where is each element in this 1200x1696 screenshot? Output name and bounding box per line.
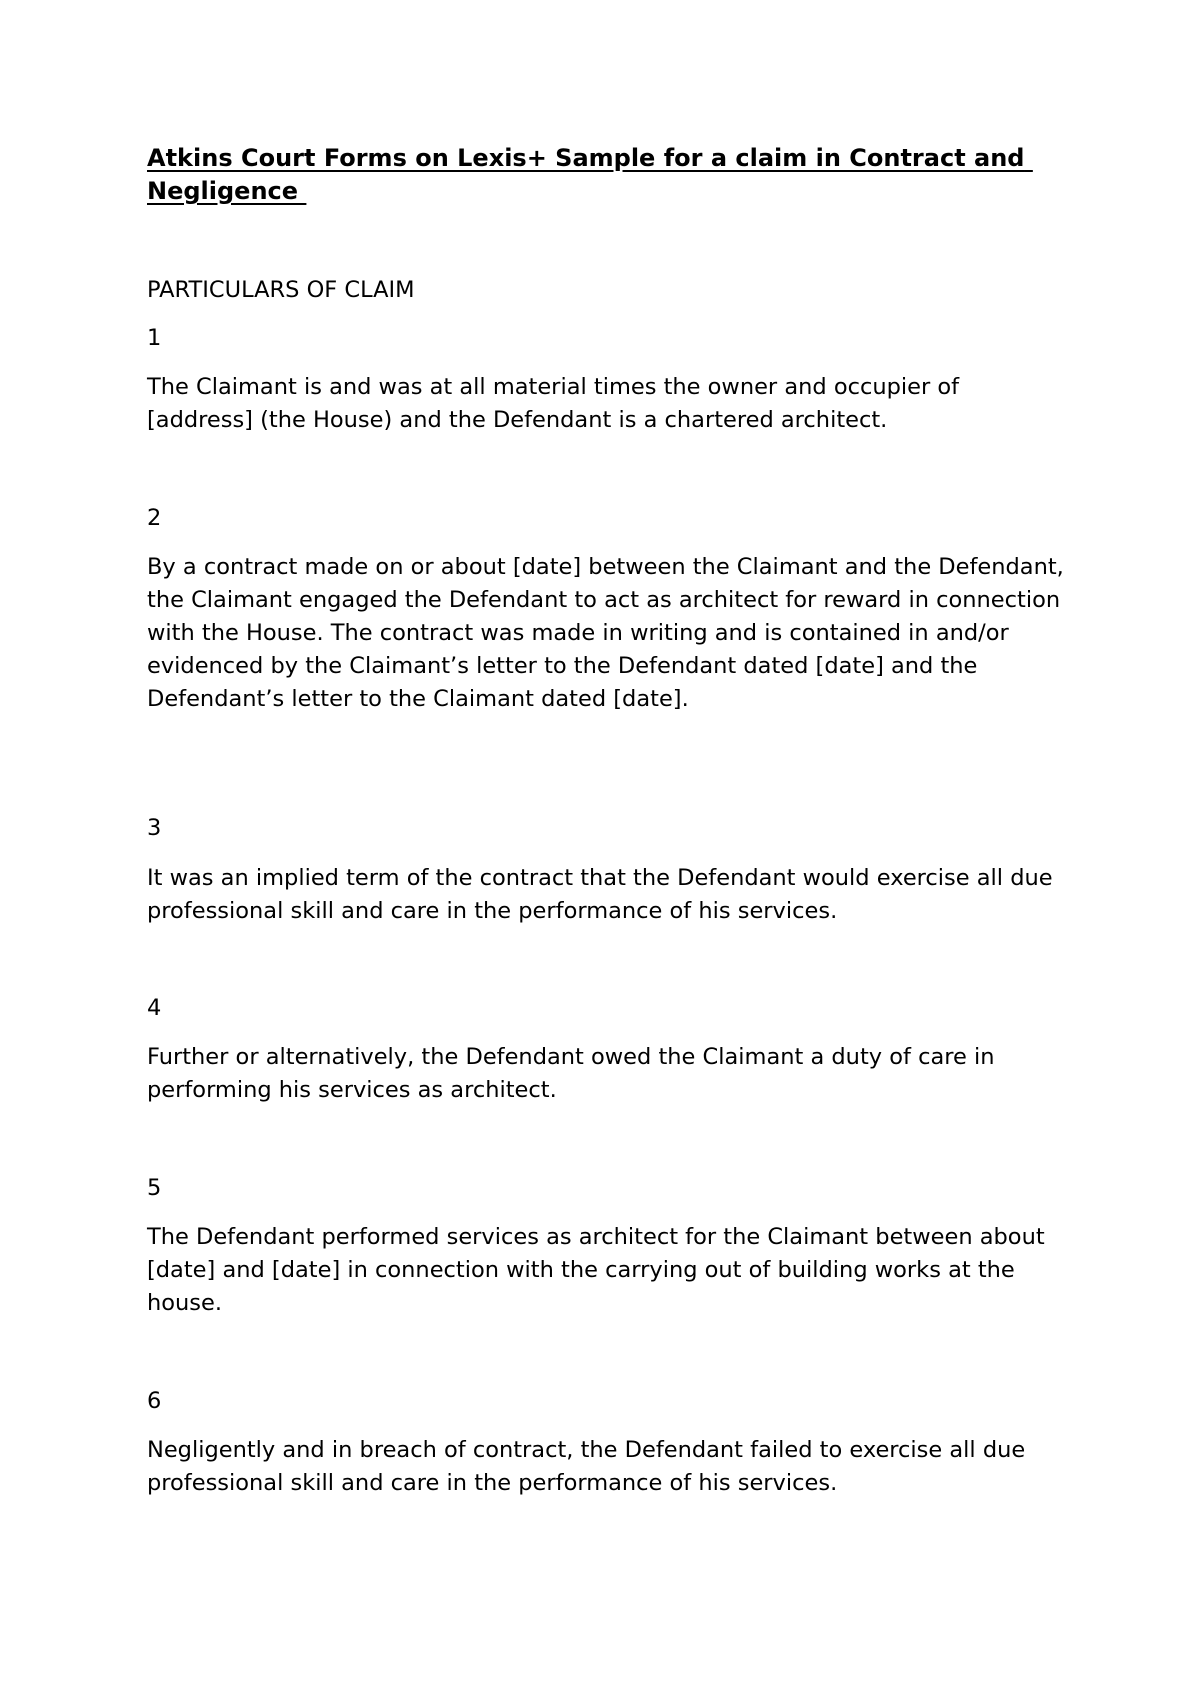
paragraph-number: 2 [147,505,162,531]
paragraph-number: 1 [147,325,162,351]
paragraph-text: Further or alternatively, the Defendant owed the Claimant a duty of care in performing his services as architect. [147,1044,995,1103]
document-title: Atkins Court Forms on Lexis+ Sample for a claim in Contract and Negligence [147,144,1033,205]
paragraph-text: The Defendant performed services as architect for the Claimant between about [date] and [date] in connection with the carrying out of building works at the house. [147,1224,1045,1316]
paragraph-number: 3 [147,815,162,841]
paragraph-text: The Claimant is and was at all material times the owner and occupier of [address] (the House) and the Defendant is a chartered architect. [147,374,960,433]
paragraph-number: 6 [147,1388,162,1414]
paragraph-text: It was an implied term of the contract that the Defendant would exercise all due professional skill and care in the performance of his services. [147,865,1053,924]
section-heading: PARTICULARS OF CLAIM [147,277,415,303]
paragraph-number: 4 [147,995,162,1021]
paragraph-number: 5 [147,1175,162,1201]
paragraph-text: By a contract made on or about [date] between the Claimant and the Defendant, the Claimant engaged the Defendant to act as architect for reward in connection with the House. The contract was made in writing and is contained in and/or evidenced by the Claimant’s letter to the Defendant dated [date] and the Defendant’s letter to the Claimant dated [date]. [147,554,1064,712]
paragraph-text: Negligently and in breach of contract, the Defendant failed to exercise all due professional skill and care in the performance of his services. [147,1437,1026,1496]
